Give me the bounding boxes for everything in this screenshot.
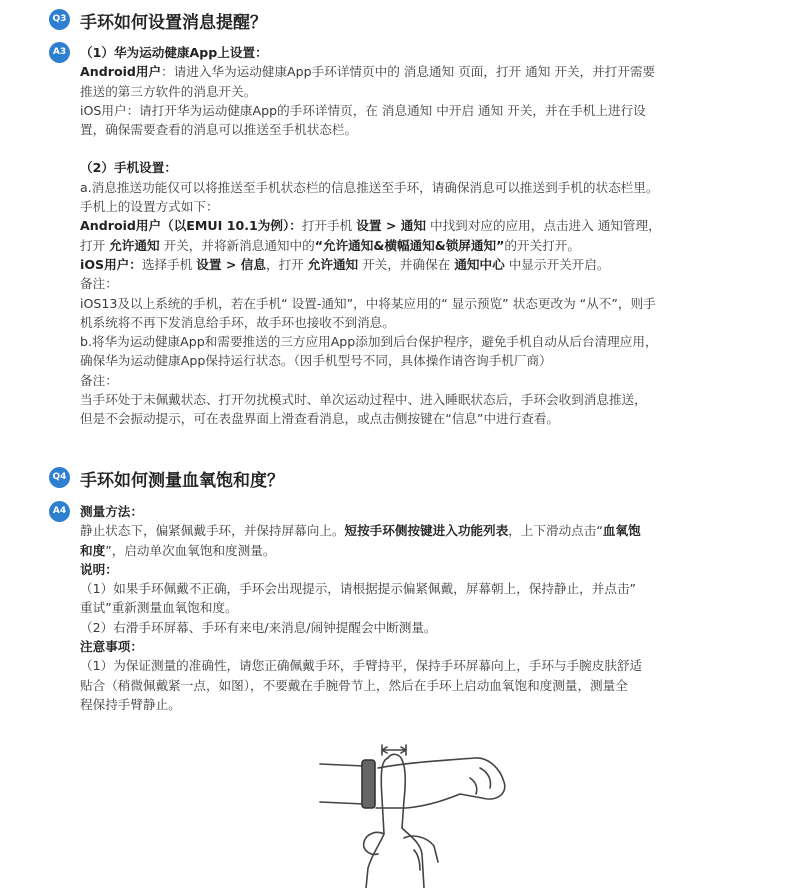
text-segment: iOS用户： [80,256,142,272]
text-segment: ，打开 [265,256,308,272]
text-segment: 当手环处于未佩戴状态、打开勿扰模式时、单次运动过程中、进入睡眠状态后，手环会收到消息推送， [80,392,647,408]
text-segment: 推送的第三方软件的消息开关。 [80,83,257,99]
text-segment: 允许通知 [307,256,359,272]
text-line [80,274,750,293]
text-segment: （2）手机设置： [80,160,177,176]
text-segment: 开关，并确保在 [358,256,455,272]
text-line [80,43,750,62]
text-segment: 程保持手臂静止。 [80,696,181,712]
text-segment: 手机上的设置方式如下： [80,199,219,215]
text-line [80,676,750,695]
text-line [80,236,750,255]
text-segment: 打开手机 [301,218,357,234]
text-segment: iOS用户：请打开华为运动健康App的手环详情页，在 消息通知 中开启 通知 开关，并在手机上进行设 [80,102,646,118]
text-segment: 重试”重新测量血氧饱和度。 [80,600,238,616]
text-segment: 说明： [80,561,118,577]
q4-title: 手环如何测量血氧饱和度？ [80,471,284,491]
text-line [80,62,750,81]
text-line [80,101,750,120]
text-segment: 静止状态下，偏紧佩戴手环，并保持屏幕向上。 [80,523,345,539]
q3-answer [80,43,750,429]
text-line [80,637,750,656]
text-segment: 注意事项： [80,639,143,655]
text-segment: 允许通知 [109,237,160,253]
text-line [80,294,750,313]
text-segment: 中显示开关开启。 [504,256,610,272]
text-line [80,158,750,177]
text-line [80,139,750,158]
text-line [80,390,750,409]
text-line [80,521,750,540]
text-segment: 和度 [80,542,106,558]
text-line [80,560,750,579]
text-segment: ”，启动单次血氧饱和度测量。 [105,542,276,558]
text-segment: 打开 [80,237,110,253]
text-line [80,197,750,216]
text-segment: （2）右滑手环屏幕、手环有来电/来消息/闹钟提醒会中断测量。 [80,619,437,635]
text-segment: b.将华为运动健康App和需要推送的三方应用App添加到后台保护程序，避免手机自动从后台清理应用， [80,334,658,350]
text-segment: 血氧饱 [602,523,641,539]
text-segment: 置，确保需要查看的消息可以推送至手机状态栏。 [80,122,358,138]
text-line [80,409,750,428]
text-line [80,541,750,560]
text-segment: ，上下滑动点击“ [508,523,603,539]
text-segment: 选择手机 [141,256,197,272]
text-segment: 设置 > 信息 [196,256,266,272]
text-segment: 确保华为运动健康App保持运行状态。（因手机型号不同，具体操作请咨询手机厂商） [80,353,552,369]
text-line [80,351,750,370]
text-segment: 的开关打开。 [504,237,580,253]
a3-badge: A3 [49,42,70,63]
text-line [80,618,750,637]
text-segment: （1）如果手环佩戴不正确，手环会出现提示，请根据提示偏紧佩戴，屏幕朝上，保持静止，并点击” [80,581,637,597]
text-segment: Android用户 [80,64,162,80]
text-segment: 设置 > 通知 [356,218,426,234]
wrist-band-fit-icon [310,738,530,888]
text-segment: ：请进入华为运动健康App手环详情页中的 消息通知 页面，打开 通知 开关，并打开需要 [161,64,656,80]
text-line [80,598,750,617]
text-line [80,695,750,714]
text-segment: 机系统将不再下发消息给手环，故手环也接收不到消息。 [80,314,395,330]
text-segment: 备注： [80,276,118,292]
a4-badge: A4 [49,501,70,522]
text-line [80,82,750,101]
text-segment: 备注： [80,372,118,388]
text-segment: 开关，并将新消息通知中的 [159,237,315,253]
q4-badge: Q4 [49,467,70,488]
q4-answer [80,502,750,714]
text-segment: 短按手环侧按键进入功能列表 [344,523,509,539]
text-line [80,579,750,598]
text-segment: iOS13及以上系统的手机，若在手机“ 设置-通知”，中将某应用的“ 显示预览” 状态更改为 “从不”，则手 [80,295,656,311]
text-segment: 贴合（稍微佩戴紧一点，如图），不要戴在手腕骨节上，然后在手环上启动血氧饱和度测量，测量全 [80,677,628,693]
text-line [80,502,750,521]
text-segment: 通知中心 [454,256,505,272]
text-segment: “允许通知&横幅通知&锁屏通知” [314,237,505,253]
q3-title: 手环如何设置消息提醒？ [80,13,267,33]
q3-badge: Q3 [49,9,70,30]
text-line [80,120,750,139]
text-segment: 但是不会振动提示，可在表盘界面上滑查看消息，或点击侧按键在“信息”中进行查看。 [80,411,560,427]
text-segment: Android用户（以EMUI 10.1为例）： [80,218,302,234]
text-segment: （1）为保证测量的准确性，请您正确佩戴手环，手臂持平，保持手环屏幕向上，手环与手腕皮肤舒适 [80,658,643,674]
text-segment: a.消息推送功能仅可以将推送至手机状态栏的信息推送至手环，请确保消息可以推送到手机的状态栏里。 [80,179,659,195]
text-segment: 中找到对应的应用，点击进入 通知管理， [425,218,661,234]
text-line [80,371,750,390]
text-line [80,656,750,675]
text-line [80,332,750,351]
text-line [80,255,750,274]
text-segment: 测量方法： [80,504,143,519]
text-line [80,313,750,332]
text-line [80,178,750,197]
text-segment: （1）华为运动健康App上设置： [80,45,268,60]
text-line [80,216,750,235]
